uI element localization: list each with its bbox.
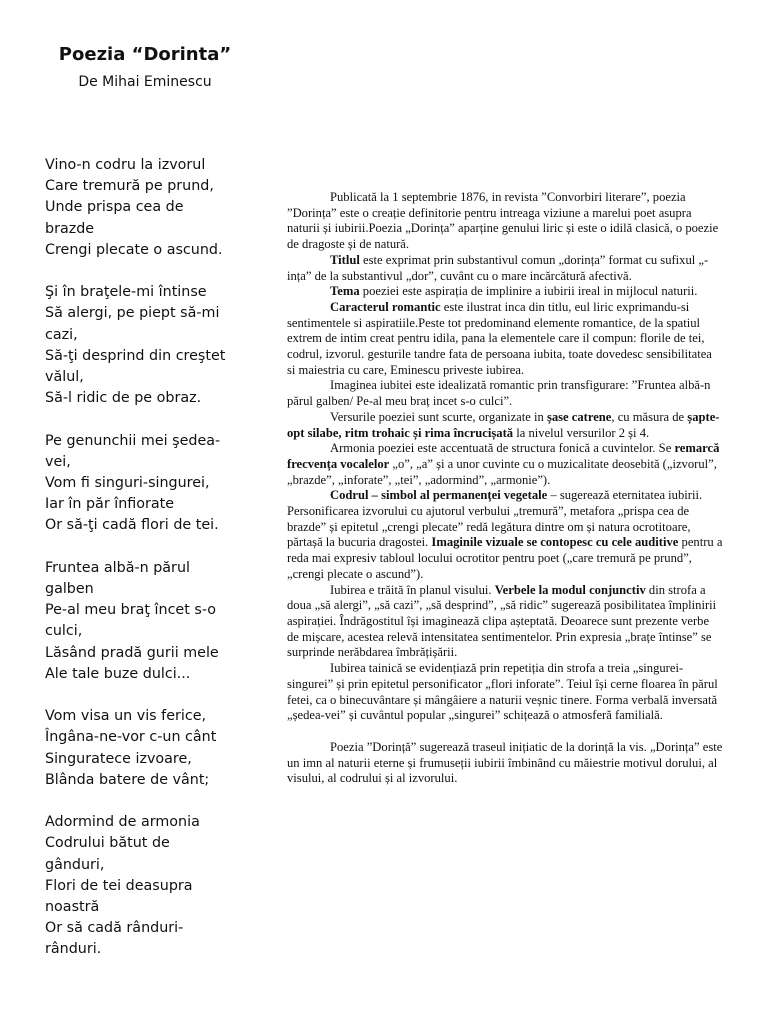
poem-line: Flori de tei deasupra: [45, 877, 193, 894]
poem-stanza: [45, 282, 250, 409]
poem-line: gânduri,: [45, 856, 105, 873]
essay-bold-run: Verbele la modul conjunctiv: [494, 582, 646, 597]
essay-text-run: Iubirea e trăită în planul visului.: [330, 582, 495, 597]
poem-stanza: [45, 558, 250, 685]
poem-author: De Mihai Eminescu: [78, 74, 212, 90]
poem-line: Blânda batere de vânt;: [45, 771, 210, 788]
poem-line: Adormind de armonia: [45, 814, 200, 831]
poem-line: galben: [45, 581, 94, 598]
essay-text-run: din strofa a doua „să alergi”, „să cazi”, „să desprind”, „să ridic” sugerează posibilitatea împlinirii aspirației. Îndrăgostitul își imaginează clipa așteptată. Deoarece sunt prezente verbe de mișcare, acestea relevă intensitatea sentimentelor. Prin expresia „brațe întinse” se surprinde nerăbdarea îmbrățișării.: [287, 582, 717, 660]
essay-text-run: – sugerează eternitatea iubirii. Personificarea izvorului cu ajutorul verbului „tremură”, metafora „prispa cea de brazde” și epitetul „crengi plecate” redă legătura dintre om și natura ocrotitoare, părtașă la bucuria dragostei.: [287, 488, 703, 550]
poem-line: Crengi plecate o ascund.: [45, 241, 223, 258]
essay-text-run: este ilustrat inca din titlu, eul liric exprimandu-si sentimentele si aspiratiile.Peste tot predominand elemente romantice, de la spatiul extrem de intim creat pentru idila, pana la elementele care il compun: florile de tei, codrul, izvorul. gesturile tandre fata de persoana iubita, toate dovedesc sensibilitatea si maiestria cu care, Eminescu priveste iubirea.: [287, 299, 712, 377]
essay-text-run: Armonia poeziei este accentuată de structura fonică a cuvintelor. Se: [330, 441, 675, 456]
poem-line: brazde: [45, 220, 95, 237]
poem-line: Iar în păr înfiorate: [45, 496, 175, 513]
poem-line: Să-l ridic de pe obraz.: [45, 390, 202, 407]
essay-text-run: pentru a reda mai expresiv tabloul locului ocrotitor pentru poet („care tremură pe prund”, „crengi plecate o ascund”).: [287, 535, 723, 581]
essay-text-run: Iubirea tainică se evidențiază prin repetiția din strofa a treia „singurei-singurei” și prin epitetul personificator „flori inforate”. Teiul își cerne floarea în părul fetei, ca o binecuvântare și mângâiere a naturii veșnic tinere. Forma verbală inversată „ședea-vei” și cuvântul popular „singurei” schițează o atmosferă familială.: [287, 661, 718, 723]
essay-bold-run: Imaginile vizuale se contopesc cu cele auditive: [431, 535, 679, 550]
essay-paragraph: [287, 488, 723, 582]
poem-line: culci,: [45, 623, 83, 640]
essay-paragraph: [287, 300, 723, 379]
poem-stanza: [45, 706, 250, 791]
essay-paragraph: [287, 253, 723, 284]
essay-text-run: „o”, „a” și a unor cuvinte cu o muzicalitate deosebită („izvorul”, „brazde”, „inforate”, „tei”, „adormind”, „armonie”).: [287, 456, 717, 487]
essay-paragraph: [287, 190, 723, 253]
poem-line: Să-ţi desprind din creştet: [45, 347, 226, 364]
essay-bold-run: Codrul – simbol al permanenței vegetale: [330, 488, 548, 503]
essay-text-run: , cu măsura de: [611, 409, 688, 424]
poem-title: Poezia “Dorinta”: [58, 44, 232, 65]
essay-paragraph: [287, 583, 723, 662]
essay-paragraph: [287, 661, 723, 724]
essay-text: [287, 190, 723, 787]
poem-line: vei,: [45, 453, 71, 470]
poem-stanza: [45, 812, 250, 960]
essay-text-run: poeziei este aspirația de implinire a iubirii ireal in mijlocul naturii.: [359, 284, 698, 299]
essay-text-run: Versurile poeziei sunt scurte, organizate in: [330, 409, 547, 424]
essay-text-run: Poezia ”Dorință” sugerează traseul inițiatic de la dorință la vis. „Dorința” este un imn al naturii eterne și frumuseții iubirii îmbinând cu măiestrie motivul dorului, al visului, al codrului și al izvorului.: [287, 739, 723, 786]
poem-line: Or să cadă rânduri-: [45, 920, 184, 937]
essay-paragraph: [287, 441, 723, 488]
poem-line: Singuratece izvoare,: [45, 750, 192, 767]
poem-stanza: [45, 155, 250, 261]
essay-bold-run: șase catrene: [546, 409, 612, 424]
poem-line: Lăsând pradă gurii mele: [45, 644, 219, 661]
poem-line: Care tremură pe prund,: [45, 178, 214, 195]
poem-line: Ale tale buze dulci...: [45, 665, 191, 682]
essay-paragraph: [287, 740, 723, 787]
essay-paragraph: [287, 284, 723, 300]
poem-line: Şi în braţele-mi întinse: [45, 284, 207, 301]
poem-text: [45, 155, 250, 982]
poem-line: cazi,: [45, 326, 78, 343]
poem-line: Vino-n codru la izvorul: [45, 157, 206, 173]
essay-bold-run: remarcă frecvența vocalelor: [287, 441, 720, 471]
poem-line: Codrului bătut de: [45, 835, 170, 852]
essay-bold-run: șapte-opt silabe, ritm trohaic și rima încrucișată: [287, 409, 720, 440]
poem-line: Unde prispa cea de: [45, 199, 184, 216]
essay-text-run: la nivelul versurilor 2 și 4.: [513, 425, 650, 440]
poem-line: Să alergi, pe piept să-mi: [45, 305, 220, 322]
poem-line: Vom fi singuri-singurei,: [45, 475, 210, 492]
essay-paragraph: [287, 378, 723, 409]
essay-text-run: Publicată la 1 septembrie 1876, in revista ”Convorbiri literare”, poezia ”Dorința” este o creație definitorie pentru intreaga viziune a marelui poet asupra naturii și iubirii.Poezia „Dorința” aparține genului liric și este o idilă clasică, o poezie de dragoste și de natură.: [287, 190, 719, 252]
poem-line: Fruntea albă-n părul: [45, 559, 190, 576]
essay-bold-run: Titlul: [330, 252, 360, 267]
poem-line: Or să-ţi cadă flori de tei.: [45, 517, 219, 534]
poem-line: rânduri.: [45, 941, 102, 958]
poem-stanza: [45, 431, 250, 537]
essay-paragraph: [287, 410, 723, 441]
poem-line: noastră: [45, 899, 100, 916]
essay-bold-run: Tema: [330, 284, 360, 299]
poem-line: Pe-al meu braţ încet s-o: [45, 602, 216, 619]
essay-text-run: este exprimat prin substantivul comun „dorința” format cu sufixul „-ința” de la substantivul „dor”, cuvânt cu o mare incărcătură afectivă.: [287, 252, 709, 283]
poem-line: Vom visa un vis ferice,: [45, 708, 207, 725]
essay-text-run: Imaginea iubitei este idealizată romantic prin transfigurare: ”Fruntea albă-n părul galben/ Pe-al meu braț incet s-o culci”.: [287, 378, 711, 409]
essay-bold-run: Caracterul romantic: [330, 299, 441, 314]
poem-line: Îngâna-ne-vor c-un cânt: [45, 729, 217, 746]
poem-line: vălul,: [45, 369, 84, 386]
poem-line: Pe genunchii mei şedea-: [45, 432, 221, 449]
